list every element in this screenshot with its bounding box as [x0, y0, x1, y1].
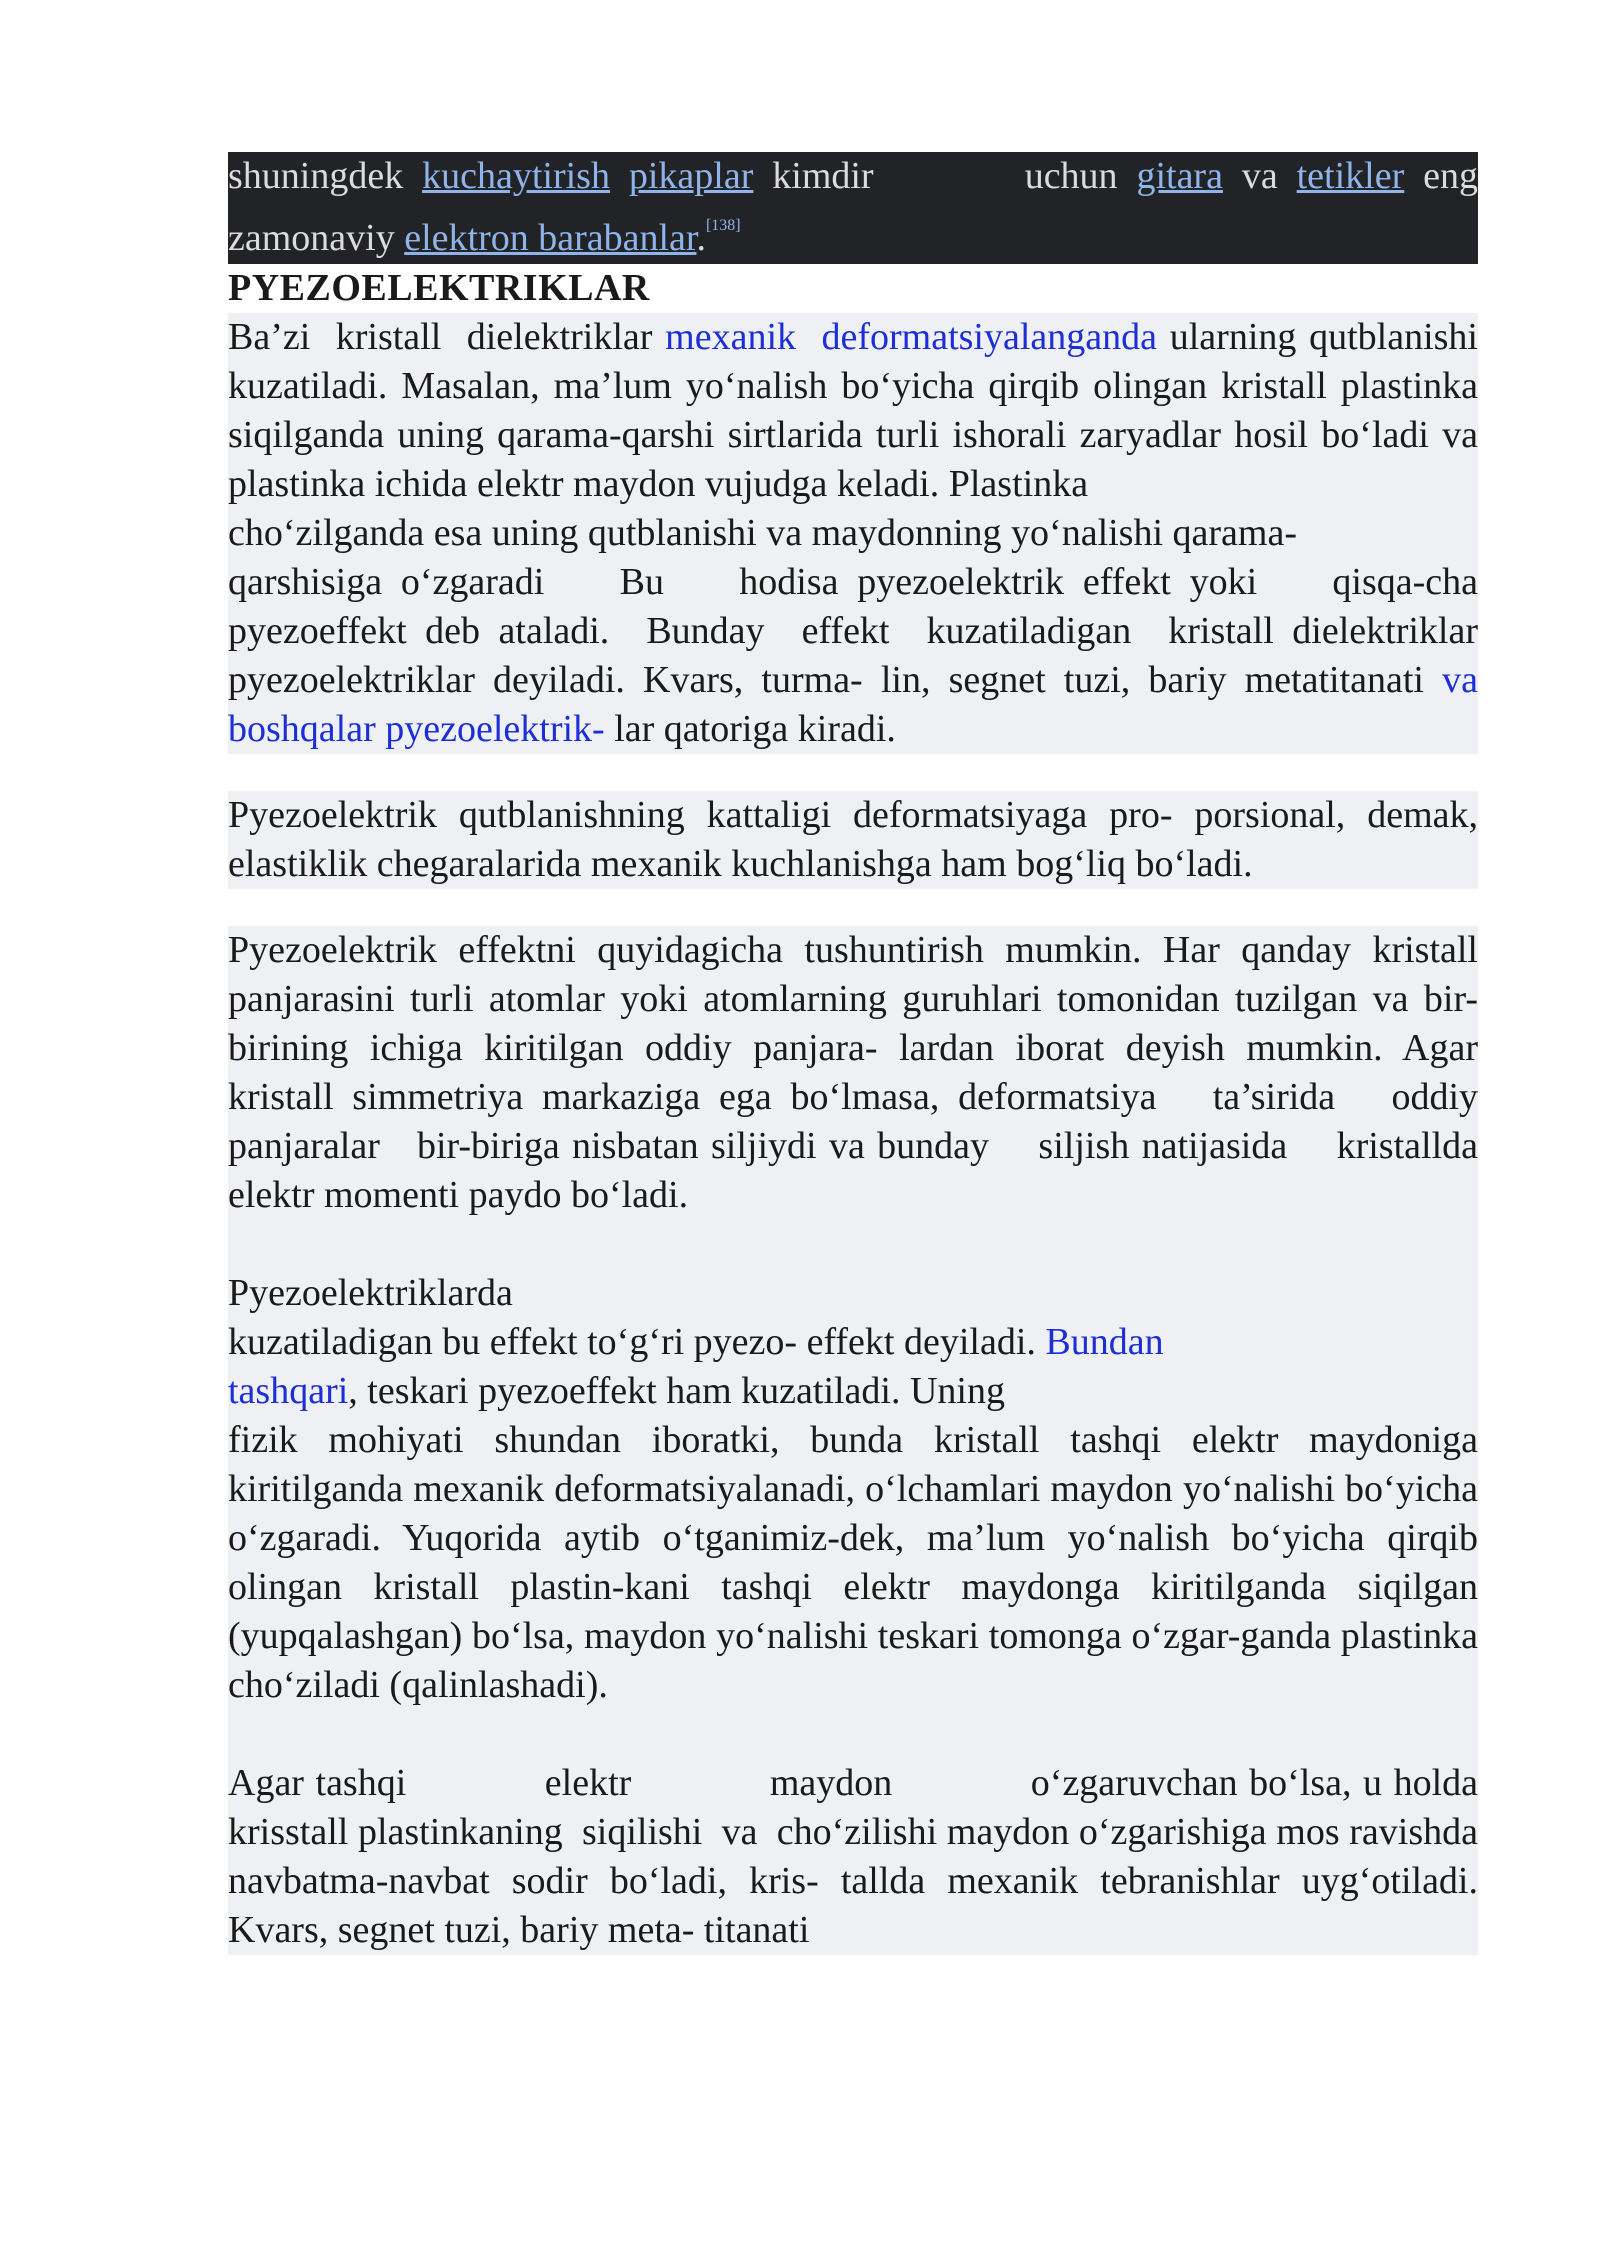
link-gitara[interactable]: gitara: [1136, 155, 1223, 197]
spacer: [228, 1710, 1478, 1759]
document-page: [228, 152, 1507, 1955]
header-text-2: [610, 155, 629, 197]
p1-text-g: lar qatoriga kiradi.: [604, 708, 896, 750]
p4-text-3b: , teskari pyezoeffekt ham kuzatiladi. Uning: [348, 1370, 1005, 1412]
reference-138[interactable]: [138]: [705, 217, 741, 234]
p4-text-2a: kuzatiladigan bu effekt to‘g‘ri pyezo- effekt deyiladi.: [228, 1321, 1046, 1363]
spacer: [228, 889, 1478, 926]
paragraph-3: Pyezoelektrik effektni quyidagicha tushuntirish mumkin. Har qanday kristall panjarasini turli atomlar yoki atomlarning guruhlari tomonidan tuzilgan va bir-birining ichiga kiritilgan oddiy panjara- lardan iborat deyish mumkin. Agar kristall simmetriya markaziga ega bo‘lmasa, deformatsiya ta’sirida oddiy panjaralar bir-biriga nisbatan siljiydi va bunday siljish natijasida kristallda elektr momenti paydo bo‘ladi.: [228, 926, 1478, 1220]
p1-highlight-boshqalar: va boshqalar pyezoelektrik-: [228, 659, 1478, 750]
paragraph-2: Pyezoelektrik qutblanishning kattaligi deformatsiyaga pro- porsional, demak, elastiklik chegaralarida mexanik kuchlanishga ham bog‘liq bo‘ladi.: [228, 791, 1478, 889]
p4-line-3: [228, 1367, 1478, 1416]
p1-highlight-mexanik: mexanik deformatsiyalanganda: [665, 316, 1158, 358]
p1-text-d: cho‘zilganda esa uning qutblanishi va maydonning yo‘nalishi qarama-: [228, 512, 1297, 554]
p1-text-a: Ba’zi kristall dielektriklar: [228, 316, 666, 358]
spacer: [228, 754, 1478, 791]
p4-highlight-tashqari: tashqari: [228, 1370, 349, 1412]
header-text-3: kimdir uchun: [753, 155, 1137, 197]
p1-text-e: qarshisiga o‘zgaradi Bu hodisa pyezoelektrik effekt yoki qisqa-cha pyezoeffekt deb ataladi. Bunday effekt kuzatiladigan kristall dielektriklar pyezoelektriklar deyiladi. Kvars, turma- lin, segnet tuzi, bariy metatitanati: [228, 561, 1488, 701]
header-text-6: .: [696, 217, 706, 259]
header-citation-block: [228, 152, 1478, 264]
spacer: [228, 1220, 1478, 1269]
header-text-1: shuningdek: [228, 155, 423, 197]
p1-text-c: ularning qutblanishi kuzatiladi. Masalan, ma’lum yo‘nalish bo‘yicha qirqib olingan kristall plastinka siqilganda uning qarama-qarshi sirtlarida turli ishorali zaryadlar hosil bo‘ladi va plastinka ichida elektr maydon vujudga keladi. Plastinka: [228, 316, 1478, 505]
p4-highlight-bundan: Bundan: [1045, 1321, 1164, 1363]
link-kuchaytirish[interactable]: kuchaytirish: [422, 155, 610, 197]
p4-text-rest: fizik mohiyati shundan iboratki, bunda kristall tashqi elektr maydoniga kiritilganda mexanik deformatsiyalanadi, o‘lchamlari maydon yo‘nalishi bo‘yicha o‘zgaradi. Yuqorida aytib o‘tganimiz-dek, ma’lum yo‘nalish bo‘yicha qirqib olingan kristall plastin-kani tashqi elektr maydonga kiritilganda siqilgan (yupqalashgan) bo‘lsa, maydon yo‘nalishi teskari tomonga o‘zgar-ganda plastinka cho‘ziladi (qalinlashadi).: [228, 1419, 1478, 1706]
paragraph-4: [228, 1269, 1478, 1710]
p4-line-1: Pyezoelektriklarda: [228, 1272, 513, 1314]
link-pikaplar[interactable]: pikaplar: [628, 155, 754, 197]
section-heading: PYEZOELEKTRIKLAR: [228, 267, 650, 309]
header-text-4: va: [1222, 155, 1297, 197]
link-elektron-barabanlar[interactable]: elektron barabanlar: [404, 217, 697, 259]
paragraph-1: [228, 313, 1488, 754]
link-tetikler[interactable]: tetikler: [1296, 155, 1405, 197]
p1-line-d: [228, 509, 1478, 558]
paragraph-5: Agar tashqi elektr maydon o‘zgaruvchan bo‘lsa, u holda krisstall plastinkaning siqilishi va cho‘zilishi maydon o‘zgarishiga mos ravishda navbatma-navbat sodir bo‘ladi, kris- tallda mexanik tebranishlar uyg‘otiladi. Kvars, segnet tuzi, bariy meta- titanati: [228, 1759, 1478, 1955]
p4-line-2: [228, 1318, 1478, 1367]
header-text-5: eng zamonaviy: [228, 155, 1479, 259]
